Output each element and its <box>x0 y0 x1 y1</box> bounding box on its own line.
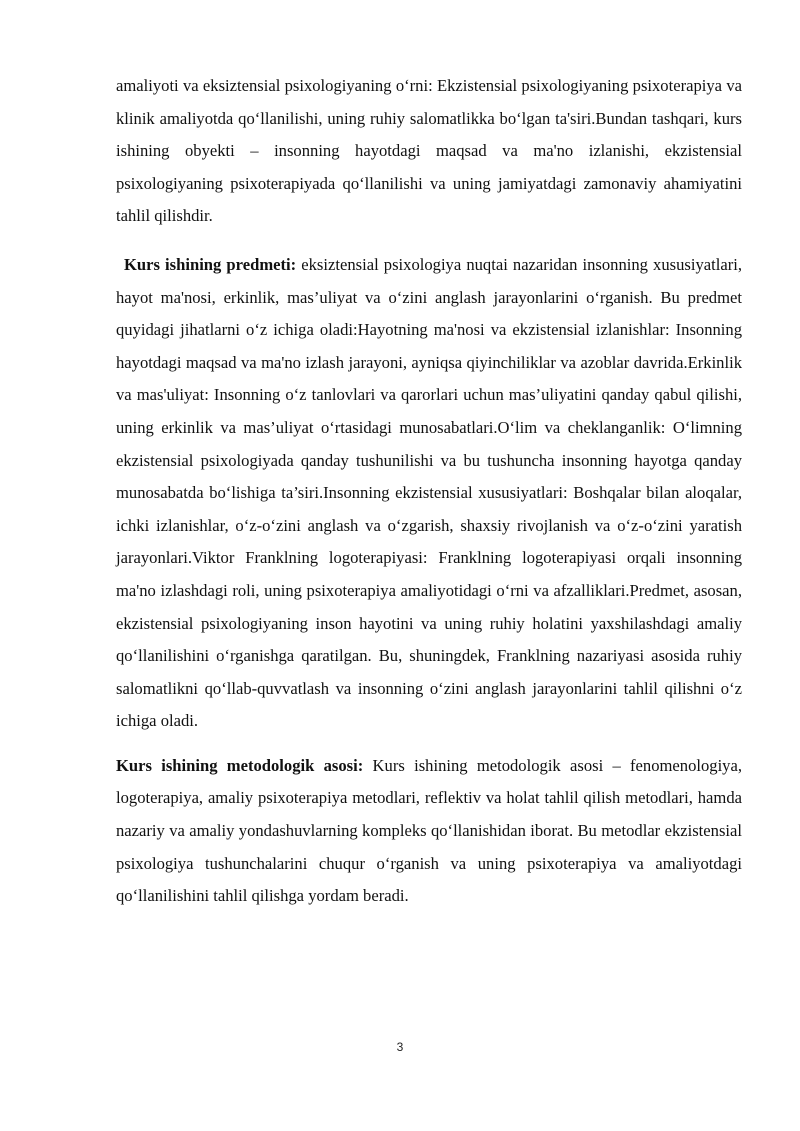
paragraph-object-text: amaliyoti va eksiztensial psixologiyaning o‘rni: Ekzistensial psixologiyaning psixoterapiya va klinik amaliyotda qo‘llanilishi, uning ruhiy salomatlikka bo‘lgan ta'siri.Bundan tashqari, kurs ishining obyekti – insonning hayotdagi maqsad va ma'no izlanishi, ekzistensial psixologiyaning psixoterapiyada qo‘llanilishi va uning jamiyatdagi zamonaviy ahamiyatini tahlil qilishdir. <box>116 76 742 226</box>
paragraph-subject <box>116 249 742 738</box>
paragraph-subject-text: eksiztensial psixologiya nuqtai nazaridan insonning xususiyatlari, hayot ma'nosi, erkinlik, mas’uliyat va o‘zini anglash jarayonlarini o‘rganish. Bu predmet quyidagi jihatlarni o‘z ichiga oladi:Hayotning ma'nosi va ekzistensial izlanishlar: Insonning hayotdagi maqsad va ma'no izlash jarayoni, ayniqsa qiyinchiliklar va azoblar davrida.Erkinlik va mas'uliyat: Insonning o‘z tanlovlari va qarorlari uchun mas’uliyatini qanday qabul qilishi, uning erkinlik va mas’uliyat o‘rtasidagi munosabatlari.O‘lim va cheklanganlik: O‘limning ekzistensial psixologiyada qanday tushunilishi va bu tushuncha insonning hayotga qanday munosabatda bo‘lishiga ta’siri.Insonning ekzistensial xususiyatlari: Boshqalar bilan aloqalar, ichki izlanishlar, o‘z-o‘zini anglash va o‘zgarish, shaxsiy rivojlanish va o‘z-o‘zini yaratish jarayonlari.Viktor Franklning logoterapiyasi: Franklning logoterapiyasi orqali insonning ma'no izlashdagi roli, uning psixoterapiya amaliyotidagi o‘rni va afzalliklari.Predmet, asosan, ekzistensial psixologiyaning inson hayotini va uning ruhiy holatini yaxshilashdagi amaliy qo‘llanilishini o‘rganishga qaratilgan. Bu, shuningdek, Franklning nazariyasi asosida ruhiy salomatlikni qo‘llab-quvvatlash va insonning o‘zini anglash jarayonlarini tahlil qilishni o‘z ichiga oladi. <box>116 254 742 731</box>
paragraph-object <box>116 70 742 233</box>
paragraph-methodology <box>116 750 742 913</box>
paragraph-methodology-text: Kurs ishining metodologik asosi – fenomenologiya, logoterapiya, amaliy psixoterapiya metodlari, reflektiv va holat tahlil qilish metodlari, hamda nazariy va amaliy yondashuvlarning kompleks qo‘llanishidan iborat. Bu metodlar ekzistensial psixologiya tushunchalarini chuqur o‘rganish va uning psixoterapiya va amaliyotdagi qo‘llanilishini tahlil qilishga yordam beradi. <box>116 755 742 906</box>
paragraph-methodology-heading: Kurs ishining metodologik asosi: <box>116 755 364 775</box>
document-body <box>116 70 742 913</box>
page-number: 3 <box>396 1040 404 1054</box>
paragraph-subject-heading: Kurs ishining predmeti: <box>124 254 297 274</box>
